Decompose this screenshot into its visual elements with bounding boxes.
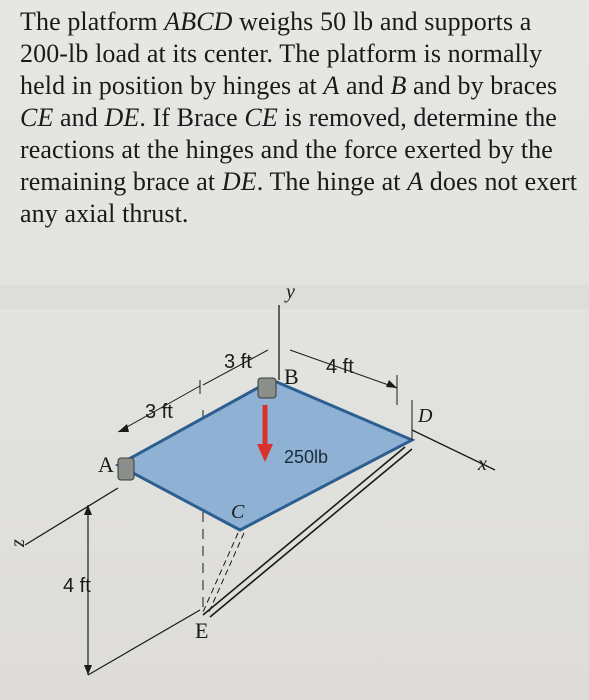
problem-segment: and [339,71,391,100]
label-e: E [195,618,209,643]
dim-label-top-right: 4 ft [326,356,354,378]
label-z: z [7,539,29,547]
hinge-b [258,378,276,398]
problem-segment: does not exert any axial thrust. [20,167,578,228]
hinge-a [118,458,134,480]
brace-ce-edge [209,533,244,612]
problem-segment: weighs 50 lb and supports a 200-lb load at its center. The platform is normally held in position by hinges at [20,7,543,100]
problem-segment: . The hinge at [256,167,408,196]
label-d: D [418,405,433,427]
label-c: C [231,501,245,523]
problem-segment: A [323,71,340,100]
dim-label-vertical: 4 ft [63,575,91,597]
label-b: B [284,364,299,389]
z-axis-line [25,488,118,545]
problem-segment: and by braces [406,71,558,100]
dim-top-right-arrow [386,380,397,388]
problem-segment: CE [20,103,54,132]
problem-segment: DE [104,103,140,132]
problem-segment: ABCD [164,7,233,36]
floor-line [88,610,200,675]
problem-segment: The platform [20,7,165,36]
problem-segment: and [53,103,105,132]
label-a: A [98,452,114,477]
problem-segment: A [407,167,424,196]
load-label: 250lb [284,447,329,467]
problem-segment: DE [221,167,257,196]
dim-label-top-left: 3 ft [145,401,173,423]
problem-segment: is removed, determine the reactions at the hinges and the force exerted by the remaining brace at [20,103,557,196]
problem-segment: CE [244,103,278,132]
label-x: x [478,453,487,475]
label-y: y [286,281,295,303]
dim-top-left-arrow [118,424,129,432]
problem-segment: B [390,71,407,100]
dim-vertical-arrow-top [84,505,92,515]
problem-segment: . If Brace [139,103,245,132]
dim-label-top-middle: 3 ft [224,351,252,373]
